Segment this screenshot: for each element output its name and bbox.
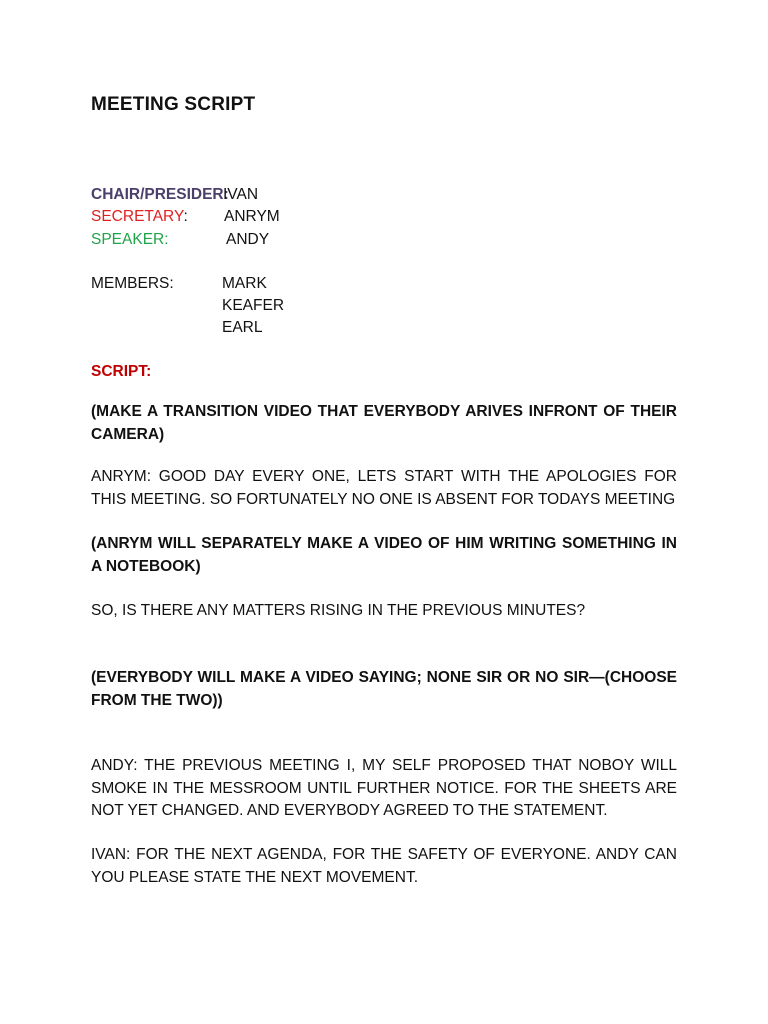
member-name: KEAFER — [222, 297, 285, 314]
dialogue-line: ANRYM: GOOD DAY EVERY ONE, LETS START WITH THE APOLOGIES FOR THIS MEETING. SO FORTUNATELY NO ONE IS ABSENT FOR TODAYS MEETING — [91, 468, 677, 508]
member-name: EARL — [222, 319, 263, 336]
stage-direction: (ANRYM WILL SEPARATELY MAKE A VIDEO OF HIM WRITING SOMETHING IN A NOTEBOOK) — [91, 535, 677, 575]
secretary-colon: : — [183, 208, 188, 225]
stage-direction: (MAKE A TRANSITION VIDEO THAT EVERYBODY ARIVES INFRONT OF THEIR CAMERA) — [91, 403, 677, 443]
secretary-name: ANRYM — [224, 208, 280, 225]
chair-name: IVAN — [223, 186, 259, 203]
script-label: SCRIPT: — [91, 363, 152, 380]
secretary-label: SECRETARY — [91, 208, 184, 225]
dialogue-line: SO, IS THERE ANY MATTERS RISING IN THE PREVIOUS MINUTES? — [91, 602, 586, 619]
chair-label: CHAIR/PRESIDER: — [91, 186, 229, 203]
page-title: MEETING SCRIPT — [91, 94, 256, 115]
member-name: MARK — [222, 275, 267, 292]
speaker-name: ANDY — [226, 231, 270, 248]
dialogue-line: IVAN: FOR THE NEXT AGENDA, FOR THE SAFETY OF EVERYONE. ANDY CAN YOU PLEASE STATE THE NEXT MOVEMENT. — [91, 846, 677, 886]
speaker-label: SPEAKER: — [91, 231, 169, 248]
members-label: MEMBERS: — [91, 275, 174, 292]
stage-direction: (EVERYBODY WILL MAKE A VIDEO SAYING; NONE SIR OR NO SIR—(CHOOSE FROM THE TWO)) — [91, 669, 677, 709]
secretary-label-group — [91, 208, 188, 226]
dialogue-line: ANDY: THE PREVIOUS MEETING I, MY SELF PROPOSED THAT NOBOY WILL SMOKE IN THE MESSROOM UNTIL FURTHER NOTICE. FOR THE SHEETS ARE NOT YET CHANGED. AND EVERYBODY AGREED TO THE STATEMENT. — [91, 757, 677, 819]
